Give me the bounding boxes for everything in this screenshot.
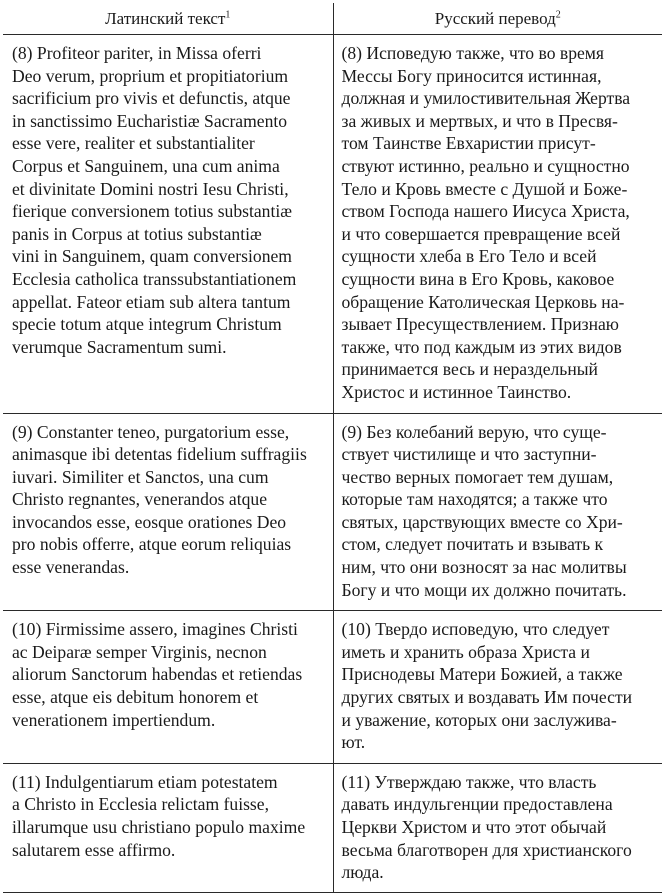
table-row — [3, 413, 662, 611]
table-header-row — [3, 3, 662, 35]
footnote-marker: 1 — [225, 8, 231, 20]
table-row — [3, 35, 662, 414]
russian-text-cell: (10) Твердо исповедую, что следует иметь и хранить образа Христа и Приснодевы Матери Божией, а также других святых и воздавать Им почести и уважение, которых они заслужива- ют. — [333, 611, 662, 764]
latin-column-title: Латинский текст — [105, 8, 226, 28]
russian-text-cell: (11) Утверждаю также, что власть давать индульгенции предоставлена Церкви Христом и что этот обычай весьма благотворен для христианского люда. — [333, 763, 662, 892]
table-row — [3, 763, 662, 892]
russian-column-header — [333, 3, 662, 35]
latin-column-header — [3, 3, 333, 35]
latin-text-cell: (9) Constanter teneo, purgatorium esse, animasque ibi detentas fidelium suffragiis iuvari. Similiter et Sanctos, una cum Christo regnantes, venerandos atque invocandos esse, eosque orationes Deo pro nobis offerre, atque eorum reliquias esse venerandas. — [3, 413, 333, 611]
table-row — [3, 611, 662, 764]
parallel-text-table — [3, 3, 662, 893]
footnote-marker: 2 — [555, 8, 561, 20]
latin-text-cell: (8) Profiteor pariter, in Missa oferri Deo verum, proprium et propitiatorium sacrificium pro vivis et defunctis, atque in sanctissimo Eucharistiæ Sacramento esse vere, realiter et substantialiter Corpus et Sanguinem, una cum anima et divinitate Domini nostri Iesu Christi, fierique conversionem totius substantiæ panis in Corpus at totius substantiæ vini in Sanguinem, quam conversionem Ecclesia catholica transsubstantiationem appellat. Fateor etiam sub altera tantum specie totum atque integrum Christum verumque Sacramentum sumi. — [3, 35, 333, 414]
russian-text-cell: (8) Исповедую также, что во время Мессы Богу приносится истинная, должная и умилостивительная Жертва за живых и мертвых, и что в Пресвя- том Таинстве Евхаристии присут- ствуют истинно, реально и сущностно Тело и Кровь вместе с Душой и Боже- ством Господа нашего Иисуса Христа, и что совершается превращение всей сущности хлеба в Его Тело и всей сущности вина в Его Кровь, каковое обращение Католическая Церковь на- зывает Пресуществлением. Признаю также, что под каждым из этих видов принимается весь и нераздельный Христос и истинное Таинство. — [333, 35, 662, 414]
russian-text-cell: (9) Без колебаний верую, что суще- ствует чистилище и что заступни- чество верных помогает тем душам, которые там находятся; а также что святых, царствующих вместе со Хри- стом, следует почитать и взывать к ним, что они возносят за нас молитвы Богу и что мощи их должно почитать. — [333, 413, 662, 611]
latin-text-cell: (10) Firmissime assero, imagines Christi ac Deiparæ semper Virginis, necnon aliorum Sanctorum habendas et retiendas esse, atque eis debitum honorem et venerationem impertiendum. — [3, 611, 333, 764]
latin-text-cell: (11) Indulgentiarum etiam potestatem a Christo in Ecclesia relictam fuisse, illarumque usu christiano populo maxime salutarem esse affirmo. — [3, 763, 333, 892]
russian-column-title: Русский перевод — [434, 8, 556, 28]
